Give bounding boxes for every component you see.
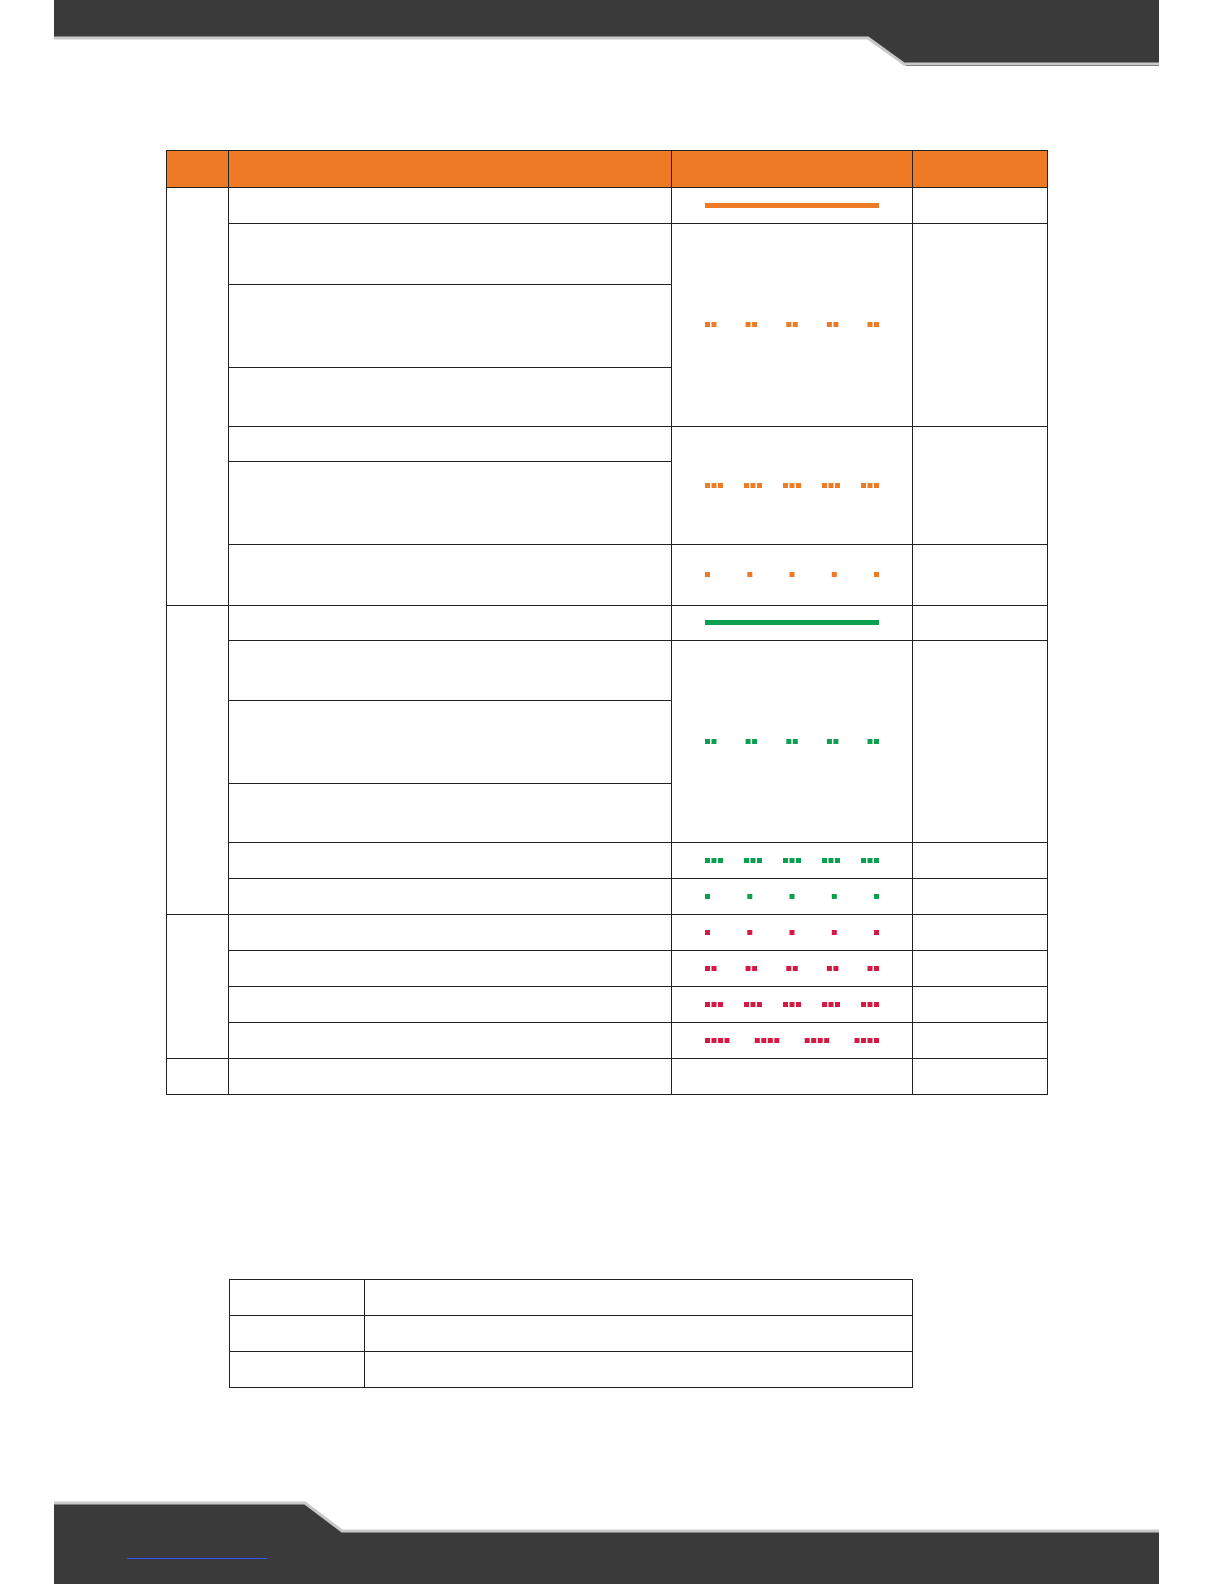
- header-shape: [0, 0, 1224, 66]
- led-blink-dot: [790, 858, 795, 863]
- led-blink-dot: [757, 858, 762, 863]
- legend-value-cell: [365, 1352, 913, 1388]
- led-blink-dot: [861, 858, 866, 863]
- led-blink-dot: [796, 858, 801, 863]
- led-blink-dot: [757, 483, 762, 488]
- led-blink-dot: [783, 1002, 788, 1007]
- table-row: [167, 427, 1048, 462]
- led-blink-dot: [829, 858, 834, 863]
- legend-value-cell: [365, 1316, 913, 1352]
- led-pattern: [702, 964, 882, 974]
- description-cell: [229, 285, 672, 368]
- note-cell: [913, 188, 1048, 224]
- led-blink-dot: [790, 572, 795, 577]
- led-blink-dot: [755, 1038, 760, 1043]
- legend-key-cell: [230, 1316, 365, 1352]
- led-blink-dot: [835, 858, 840, 863]
- led-blink-dot: [746, 322, 751, 327]
- table-row: [167, 915, 1048, 951]
- led-blink-dot: [793, 739, 798, 744]
- group-label-cell: [167, 1059, 229, 1095]
- indicator-cell: [672, 545, 913, 606]
- led-blink-dot: [824, 1038, 829, 1043]
- description-cell: [229, 368, 672, 427]
- description-cell: [229, 606, 672, 641]
- led-blink-dot: [790, 930, 795, 935]
- led-blink-dot: [786, 322, 791, 327]
- table-row: [167, 224, 1048, 285]
- note-cell: [913, 224, 1048, 427]
- led-blink-dot: [744, 858, 749, 863]
- header-right-margin: [1159, 0, 1224, 80]
- led-blink-dot: [829, 1002, 834, 1007]
- table-row: [167, 188, 1048, 224]
- led-blink-dot: [705, 894, 710, 899]
- led-blink-dot: [790, 894, 795, 899]
- note-cell: [913, 427, 1048, 545]
- table-row: [167, 951, 1048, 987]
- led-blink-dot: [705, 572, 710, 577]
- indicator-cell: [672, 879, 913, 915]
- note-cell: [913, 1059, 1048, 1095]
- led-blink-dot: [827, 966, 832, 971]
- led-blink-dot: [786, 966, 791, 971]
- legend-row: [230, 1316, 913, 1352]
- led-blink-dot: [868, 1038, 873, 1043]
- led-blink-dot: [705, 322, 710, 327]
- description-cell: [229, 701, 672, 784]
- note-cell: [913, 879, 1048, 915]
- led-pattern: [702, 856, 882, 866]
- led-blink-dot: [855, 1038, 860, 1043]
- note-cell: [913, 1023, 1048, 1059]
- indicator-cell: [672, 987, 913, 1023]
- led-blink-dot: [705, 858, 710, 863]
- description-cell: [229, 915, 672, 951]
- description-cell: [229, 545, 672, 606]
- led-blink-dot: [790, 1002, 795, 1007]
- led-blink-dot: [861, 1002, 866, 1007]
- led-blink-dot: [832, 930, 837, 935]
- led-blink-dot: [751, 858, 756, 863]
- page-header-band: [0, 0, 1224, 80]
- led-blink-dot: [790, 483, 795, 488]
- led-blink-dot: [752, 739, 757, 744]
- table-row: [167, 879, 1048, 915]
- led-pattern: [702, 201, 882, 211]
- led-blink-dot: [718, 1002, 723, 1007]
- led-blink-dot: [832, 894, 837, 899]
- description-cell: [229, 1023, 672, 1059]
- led-solid-bar: [705, 203, 879, 208]
- led-blink-dot: [874, 572, 879, 577]
- led-blink-dot: [868, 966, 873, 971]
- note-cell: [913, 641, 1048, 843]
- led-blink-dot: [861, 1038, 866, 1043]
- indicator-cell: [672, 1023, 913, 1059]
- indicator-cell: [672, 951, 913, 987]
- note-cell: [913, 915, 1048, 951]
- led-blink-dot: [752, 966, 757, 971]
- description-cell: [229, 843, 672, 879]
- table-row: [167, 1059, 1048, 1095]
- led-blink-dot: [793, 322, 798, 327]
- led-blink-dot: [747, 894, 752, 899]
- led-blink-dot: [805, 1038, 810, 1043]
- led-blink-dot: [827, 739, 832, 744]
- legend-table: [229, 1279, 913, 1388]
- led-blink-dot: [874, 483, 879, 488]
- description-cell: [229, 462, 672, 545]
- led-blink-dot: [822, 858, 827, 863]
- led-solid-bar: [705, 620, 879, 625]
- group-label-cell: [167, 606, 229, 915]
- table-row: [167, 1023, 1048, 1059]
- led-pattern: [702, 737, 882, 747]
- led-blink-dot: [752, 322, 757, 327]
- led-blink-dot: [868, 858, 873, 863]
- note-cell: [913, 951, 1048, 987]
- footer-rule: [54, 1503, 1159, 1531]
- note-cell: [913, 545, 1048, 606]
- description-cell: [229, 879, 672, 915]
- indicator-cell: [672, 641, 913, 843]
- led-blink-dot: [874, 930, 879, 935]
- description-cell: [229, 987, 672, 1023]
- header-cell-indicator: [672, 151, 913, 188]
- led-pattern: [702, 570, 882, 580]
- led-blink-dot: [712, 483, 717, 488]
- indicator-cell: [672, 1059, 913, 1095]
- note-cell: [913, 843, 1048, 879]
- group-label-cell: [167, 915, 229, 1059]
- led-blink-dot: [768, 1038, 773, 1043]
- led-blink-dot: [718, 1038, 723, 1043]
- led-blink-dot: [832, 572, 837, 577]
- footer-link-underline[interactable]: [127, 1558, 267, 1559]
- led-pattern: [702, 928, 882, 938]
- indicator-cell: [672, 843, 913, 879]
- led-blink-dot: [705, 1002, 710, 1007]
- note-cell: [913, 606, 1048, 641]
- led-blink-dot: [874, 858, 879, 863]
- led-blink-dot: [705, 966, 710, 971]
- led-blink-dot: [783, 483, 788, 488]
- led-blink-dot: [705, 1038, 710, 1043]
- indicator-cell: [672, 915, 913, 951]
- led-blink-dot: [718, 483, 723, 488]
- led-blink-dot: [833, 966, 838, 971]
- main-table-header-row: [167, 151, 1048, 188]
- led-blink-dot: [835, 483, 840, 488]
- led-blink-dot: [744, 483, 749, 488]
- led-blink-dot: [868, 1002, 873, 1007]
- led-blink-dot: [705, 930, 710, 935]
- led-blink-dot: [874, 322, 879, 327]
- indicator-cell: [672, 224, 913, 427]
- led-blink-dot: [705, 483, 710, 488]
- description-cell: [229, 784, 672, 843]
- led-blink-dot: [712, 1002, 717, 1007]
- table-row: [167, 606, 1048, 641]
- led-blink-dot: [746, 966, 751, 971]
- led-blink-dot: [827, 322, 832, 327]
- indicator-cell: [672, 188, 913, 224]
- led-pattern: [702, 1036, 882, 1046]
- led-blink-dot: [868, 739, 873, 744]
- led-blink-dot: [793, 966, 798, 971]
- table-row: [167, 545, 1048, 606]
- header-left-margin: [0, 0, 54, 80]
- group-label-cell: [167, 188, 229, 606]
- table-row: [167, 641, 1048, 701]
- led-blink-dot: [868, 483, 873, 488]
- led-blink-dot: [751, 1002, 756, 1007]
- led-blink-dot: [796, 1002, 801, 1007]
- legend-row: [230, 1352, 913, 1388]
- description-cell: [229, 641, 672, 701]
- indicator-cell: [672, 427, 913, 545]
- led-blink-dot: [861, 483, 866, 488]
- led-blink-dot: [751, 483, 756, 488]
- led-blink-dot: [874, 1002, 879, 1007]
- main-table: [166, 150, 1048, 1095]
- led-blink-dot: [746, 739, 751, 744]
- table-row: [167, 987, 1048, 1023]
- description-cell: [229, 427, 672, 462]
- led-blink-dot: [835, 1002, 840, 1007]
- led-blink-dot: [712, 966, 717, 971]
- legend-key-cell: [230, 1352, 365, 1388]
- led-blink-dot: [874, 739, 879, 744]
- led-blink-dot: [712, 1038, 717, 1043]
- led-blink-dot: [747, 572, 752, 577]
- header-cell-group: [167, 151, 229, 188]
- led-blink-dot: [747, 930, 752, 935]
- led-blink-dot: [811, 1038, 816, 1043]
- legend-key-cell: [230, 1280, 365, 1316]
- led-blink-dot: [818, 1038, 823, 1043]
- led-blink-dot: [744, 1002, 749, 1007]
- indicator-cell: [672, 606, 913, 641]
- led-blink-dot: [783, 858, 788, 863]
- header-cell-note: [913, 151, 1048, 188]
- note-cell: [913, 987, 1048, 1023]
- led-blink-dot: [822, 1002, 827, 1007]
- led-pattern: [702, 481, 882, 491]
- led-pattern: [702, 1000, 882, 1010]
- description-cell: [229, 1059, 672, 1095]
- led-blink-dot: [718, 858, 723, 863]
- description-cell: [229, 224, 672, 285]
- led-blink-dot: [712, 739, 717, 744]
- led-blink-dot: [712, 858, 717, 863]
- led-blink-dot: [705, 739, 710, 744]
- description-cell: [229, 188, 672, 224]
- header-cell-description: [229, 151, 672, 188]
- led-blink-dot: [712, 322, 717, 327]
- led-blink-dot: [833, 739, 838, 744]
- led-blink-dot: [829, 483, 834, 488]
- led-pattern: [702, 618, 882, 628]
- led-blink-dot: [822, 483, 827, 488]
- led-blink-dot: [774, 1038, 779, 1043]
- legend-row: [230, 1280, 913, 1316]
- legend-value-cell: [365, 1280, 913, 1316]
- table-row: [167, 843, 1048, 879]
- led-blink-dot: [868, 322, 873, 327]
- description-cell: [229, 951, 672, 987]
- led-pattern: [702, 320, 882, 330]
- led-blink-dot: [874, 894, 879, 899]
- footer-shape: [54, 1503, 1159, 1584]
- led-blink-dot: [725, 1038, 730, 1043]
- led-blink-dot: [761, 1038, 766, 1043]
- led-blink-dot: [786, 739, 791, 744]
- led-pattern: [702, 892, 882, 902]
- led-blink-dot: [833, 322, 838, 327]
- led-blink-dot: [874, 1038, 879, 1043]
- led-blink-dot: [796, 483, 801, 488]
- led-blink-dot: [757, 1002, 762, 1007]
- led-blink-dot: [874, 966, 879, 971]
